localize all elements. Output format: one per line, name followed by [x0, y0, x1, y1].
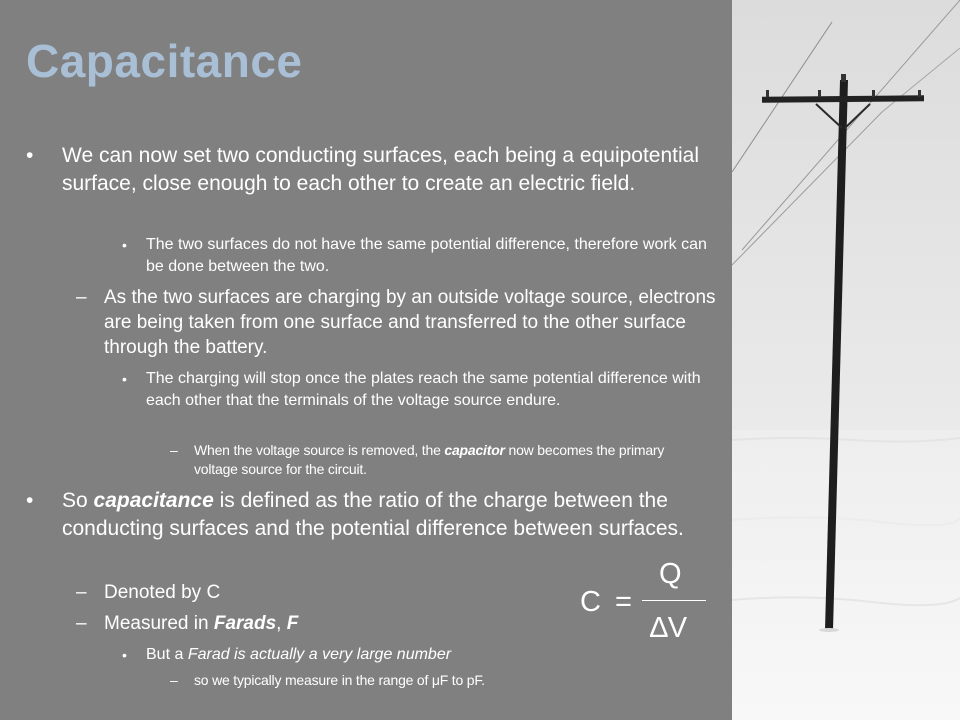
bullet-text: The charging will stop once the plates reach the same potential difference with each other that the terminals of the voltage source endure. — [146, 370, 701, 409]
bullet-marker: – — [76, 287, 87, 308]
farad-symbol: F — [286, 613, 299, 634]
bullet-3-2-1 — [122, 644, 718, 666]
bullet-text: Measured in Farads, F — [104, 613, 299, 634]
bullet-marker: – — [76, 582, 87, 603]
bullet-text: We can now set two conducting surfaces, each being a equipotential surface, close enough to each other to create an electric field. — [62, 144, 700, 195]
bullet-marker: • — [26, 144, 34, 167]
bullet-marker: – — [170, 672, 178, 688]
bullet-text: The two surfaces do not have the same potential difference, therefore work can be done between the two. — [146, 236, 707, 275]
bullet-marker: • — [26, 489, 34, 512]
formula-lhs: C — [580, 586, 601, 618]
capacitance-term: capacitance — [93, 489, 214, 512]
bullet-text: so we typically measure in the range of μF to pF. — [194, 672, 485, 688]
bullet-3 — [26, 487, 716, 543]
formula-denominator: ∆V — [650, 612, 688, 644]
bullet-text: But a Farad is actually a very large number — [146, 646, 452, 663]
bullet-marker: • — [122, 647, 127, 663]
bullet-text: So capacitance is defined as the ratio of the charge between the conducting surfaces and the potential difference between surfaces. — [62, 489, 684, 540]
farads-term: Farads — [213, 613, 277, 634]
bullet-3-2-1-1 — [170, 671, 690, 690]
bullet-marker: – — [170, 442, 178, 458]
bullet-1-1 — [122, 234, 718, 278]
bullet-2-1-1 — [170, 441, 690, 479]
snow-ground — [732, 430, 960, 720]
capacitor-term: capacitor — [444, 442, 505, 458]
farad-note: Farad is actually a very large number — [187, 646, 452, 663]
bullet-text: Denoted by C — [104, 582, 221, 603]
bullet-2 — [76, 285, 716, 360]
fraction-bar — [642, 600, 706, 601]
bullet-text: As the two surfaces are charging by an outside voltage source, electrons are being taken from one surface and transferred to the other surface through the battery. — [104, 287, 716, 358]
bullet-text: When the voltage source is removed, the capacitor now becomes the primary voltage source for the circuit. — [194, 442, 665, 477]
utility-pole-image — [732, 0, 960, 720]
formula-numerator: Q — [659, 558, 682, 590]
slide-title: Capacitance — [26, 35, 303, 87]
utility-pole-photo — [732, 0, 960, 720]
bullet-marker: • — [122, 371, 127, 387]
bullet-2-1 — [122, 368, 718, 412]
bullet-marker: – — [76, 613, 87, 634]
bullet-marker: • — [122, 237, 127, 253]
formula-equals: = — [615, 586, 632, 618]
bullet-1 — [26, 142, 716, 198]
